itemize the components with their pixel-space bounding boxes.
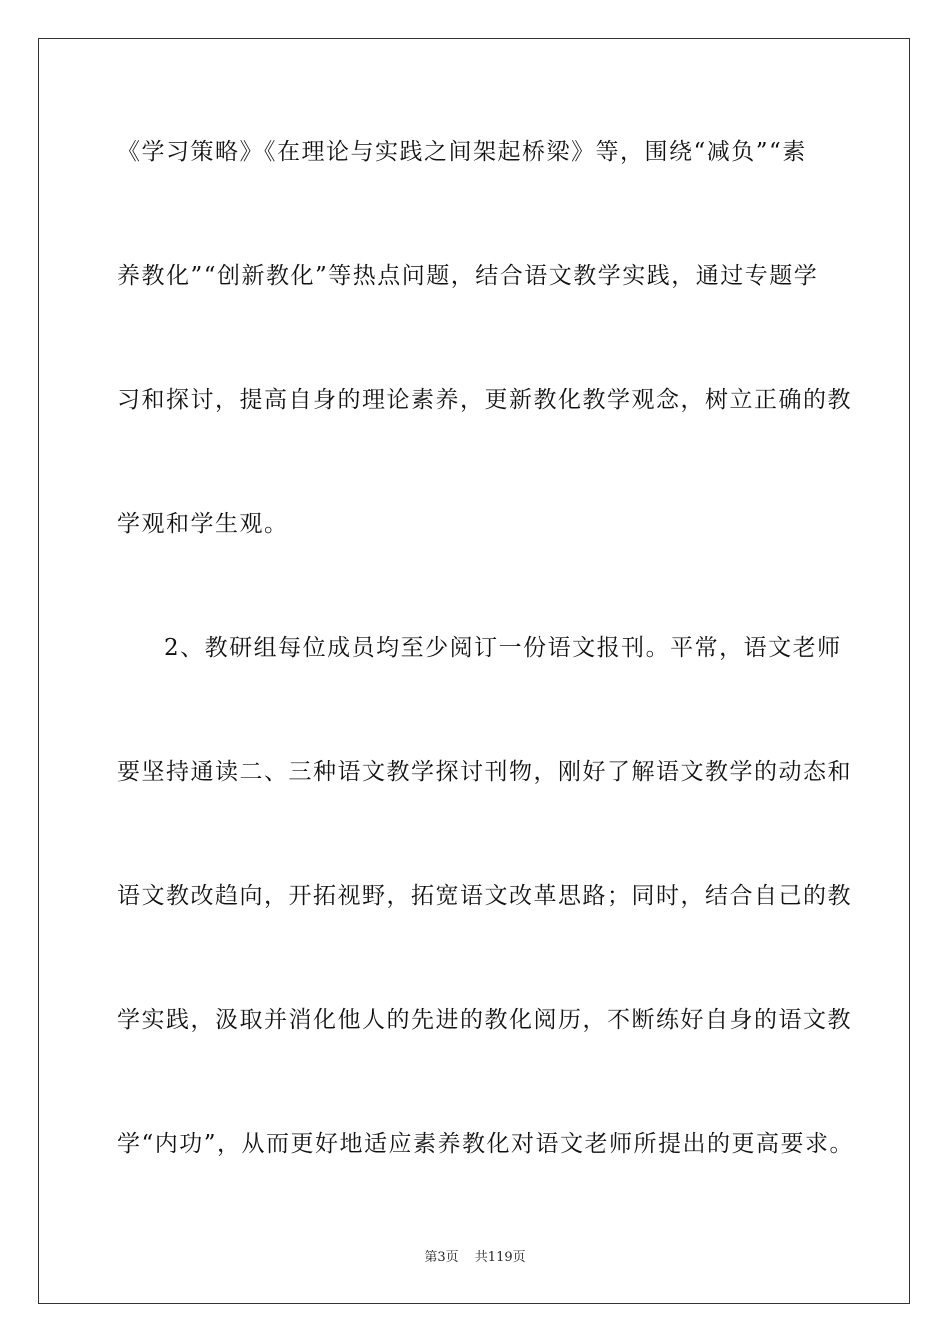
paragraph-1-line-4: 学观和学生观。 [117, 511, 289, 537]
paragraph-2-line-4: 学实践，汲取并消化他人的先进的教化阅历，不断练好自身的语文教 [117, 1007, 852, 1033]
paragraph-2-line-1: 2、教研组每位成员均至少阅订一份语文报刊。平常，语文老师 [164, 635, 842, 661]
paragraph-2-line-3: 语文教改趋向，开拓视野，拓宽语文改革思路；同时，结合自己的教 [117, 883, 852, 909]
page-footer [0, 1250, 950, 1266]
paragraph-2-line-5: 学“内功”，从而更好地适应素养教化对语文老师所提出的更高要求。 [117, 1131, 855, 1157]
page-number: 第3页 [424, 1250, 459, 1265]
paragraph-2-line-2: 要坚持通读二、三种语文教学探讨刊物，刚好了解语文教学的动态和 [117, 759, 852, 785]
paragraph-1-line-2: 养教化”“创新教化”等热点问题，结合语文教学实践，通过专题学 [117, 263, 819, 289]
paragraph-1-line-1: 《学习策略》《在理论与实践之间架起桥梁》等，围绕“减负”“素 [117, 139, 807, 165]
paragraph-1-line-3: 习和探讨，提高自身的理论素养，更新教化教学观念，树立正确的教 [117, 387, 852, 413]
total-pages: 共119页 [474, 1250, 526, 1265]
page-border [38, 38, 910, 1304]
